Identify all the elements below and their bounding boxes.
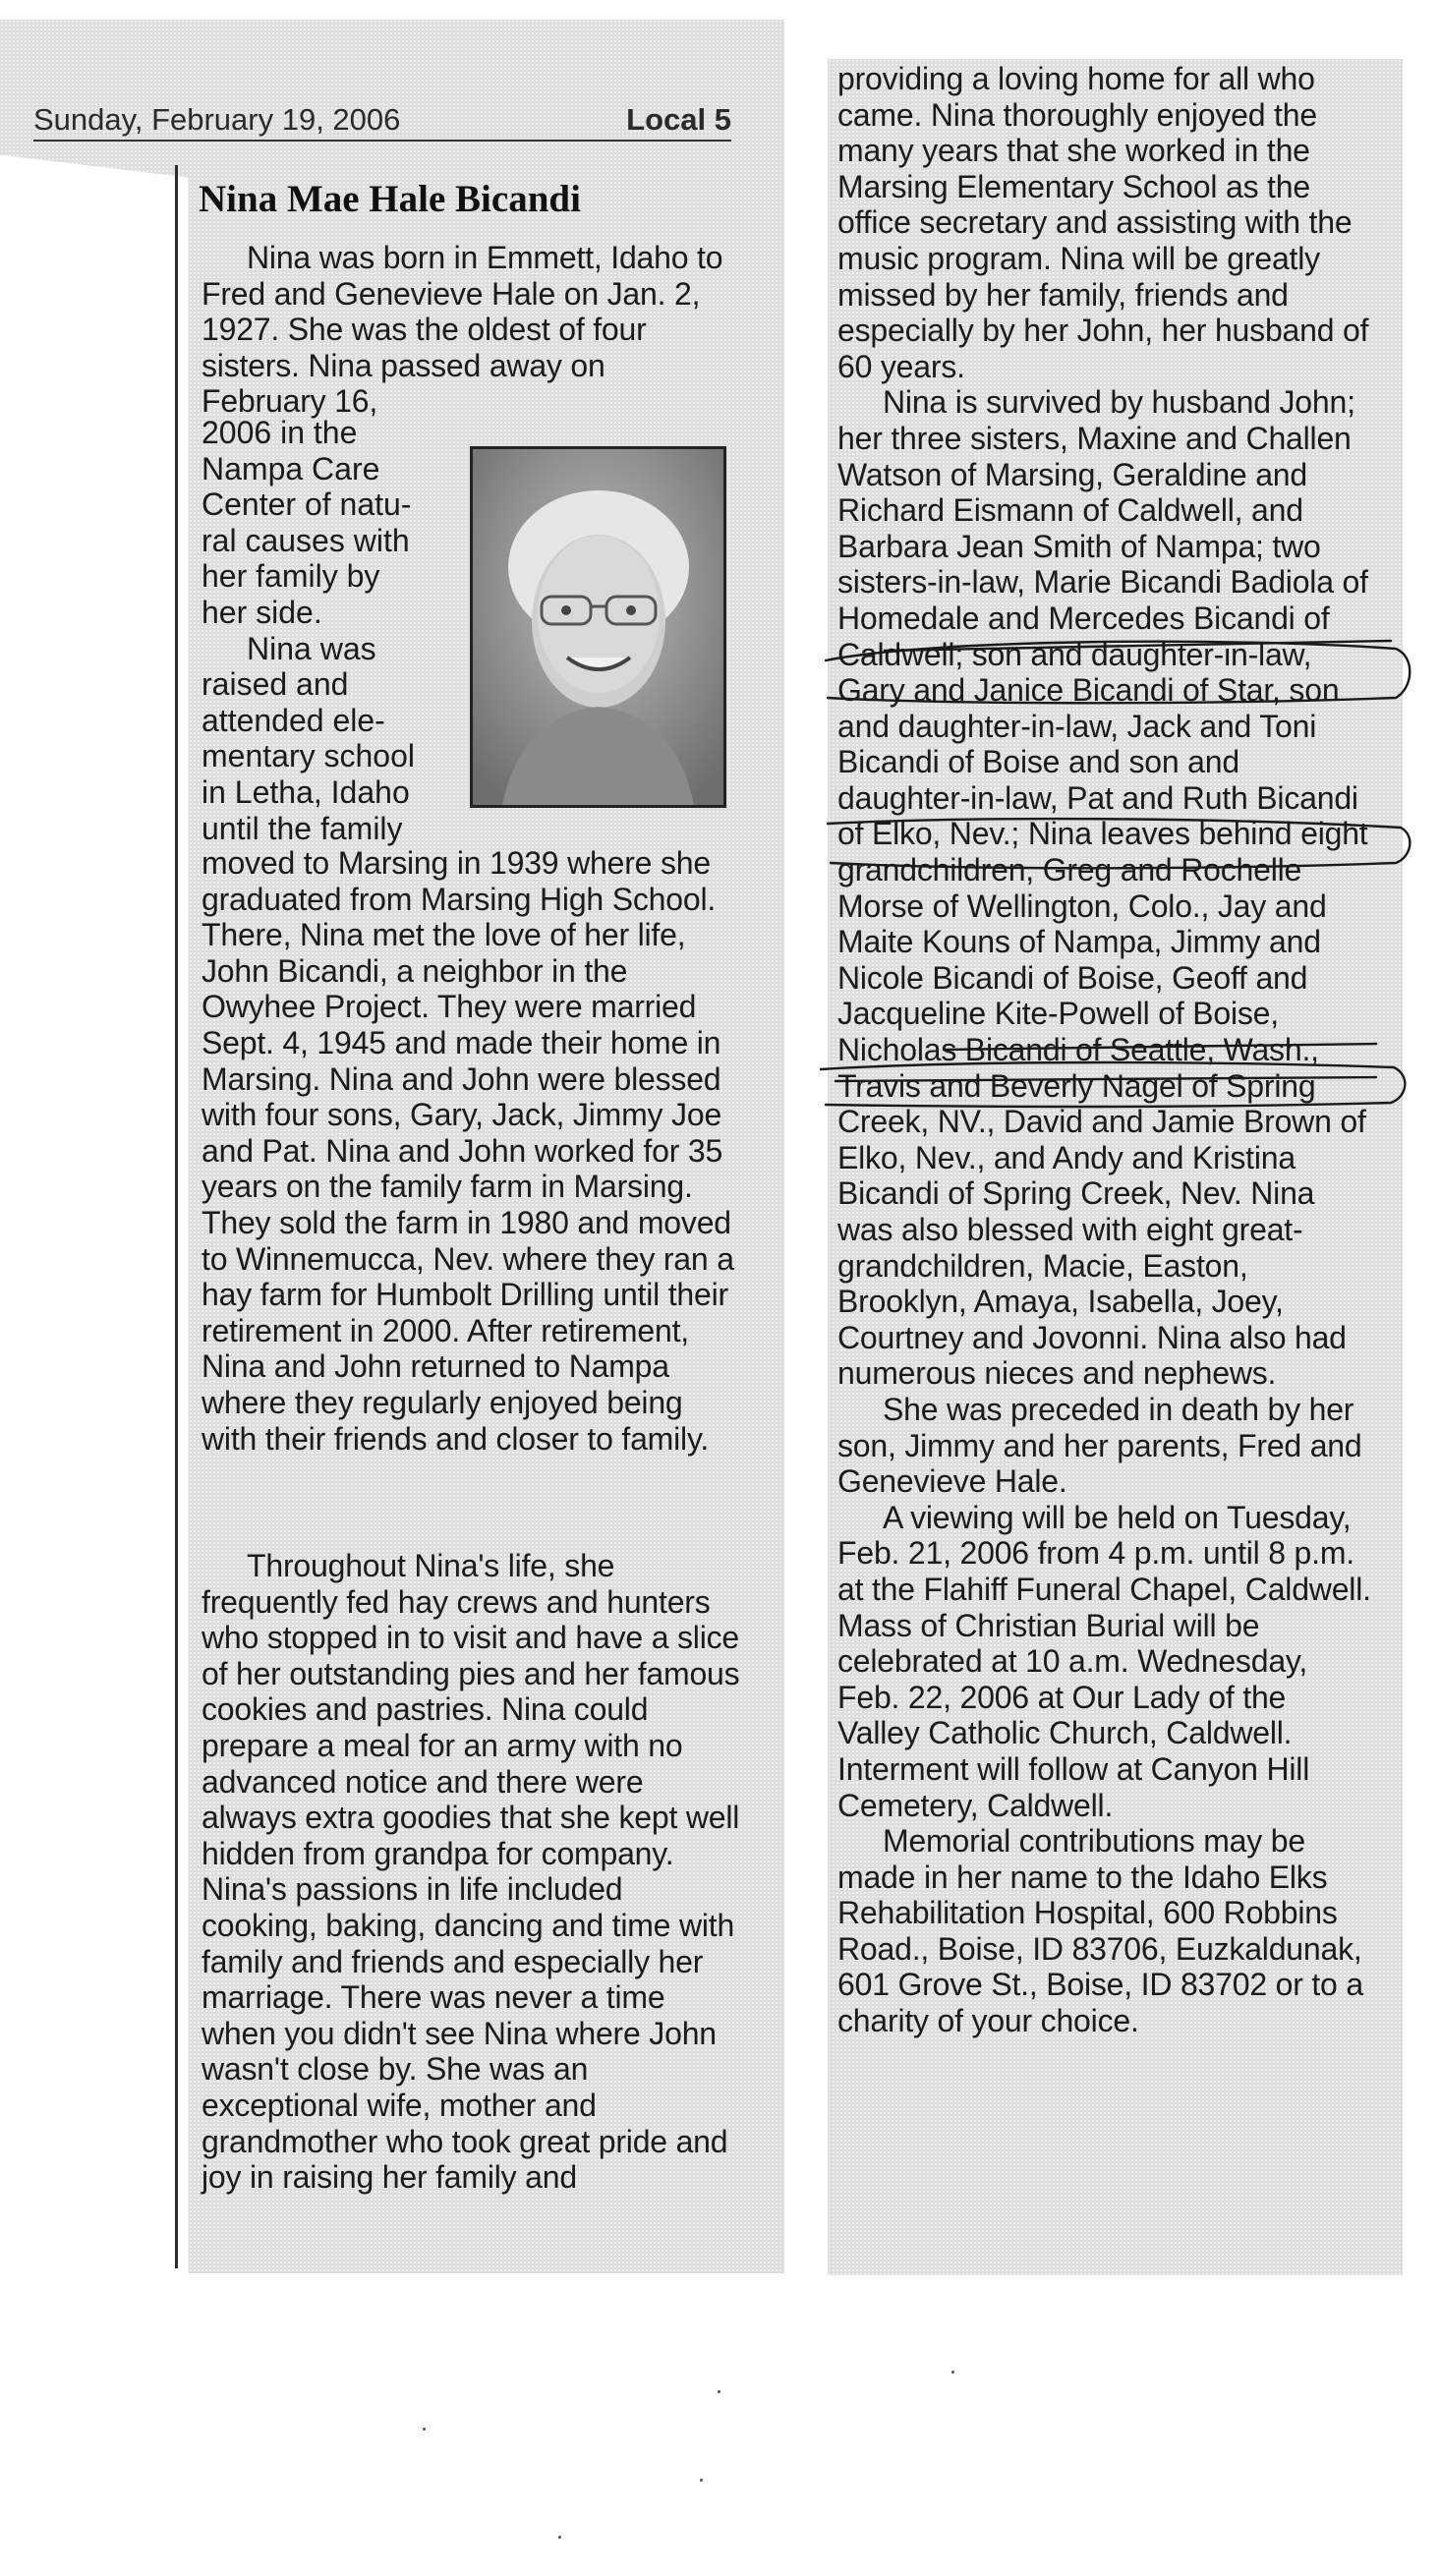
page-masthead — [33, 98, 731, 142]
wrap-line: her side. — [202, 594, 322, 630]
left-column-passions — [202, 1548, 742, 2196]
left-column-intro — [202, 240, 732, 420]
intro-paragraph: Nina was born in Emmett, Idaho to Fred and Genevieve Hale on Jan. 2, 1927. She was the oldest of four sisters. Nina passed away on February 16, — [202, 240, 723, 420]
portrait-photo-icon — [470, 446, 726, 808]
memorial-paragraph: Memorial contributions may be made in her name to the Idaho Elks Rehabilitation Hospital, 600 Robbins Road., Boise, ID 83706, Euzkaldunak, 601 Grove St., Boise, ID 83702 or to a charity of your choice. — [837, 1823, 1363, 2039]
viewing-paragraph: A viewing will be held on Tuesday, Feb. 21, 2006 from 4 p.m. until 8 p.m. at the Flahiff Funeral Chapel, Caldwell. Mass of Christian Burial will be celebrated at 10 a.m. Wednesday, Feb. 22, 2006 at Our Lady of the Valley Catholic Church, Caldwell. Interment will follow at Canyon Hill Cemetery, Caldwell. — [837, 1499, 1371, 1823]
wrap-line: Nina was — [247, 630, 376, 666]
right-column — [837, 61, 1376, 2039]
wrap-line: mentary school — [202, 738, 415, 774]
survivors-paragraph: Nina is survived by husband John; her three sisters, Maxine and Challen Watson of Marsing, Geraldine and Richard Eismann of Caldwell, and Barbara Jean Smith of Nampa; two sisters-in-law, Marie Bicandi Badiola of Homedale and Mercedes Bicandi of Caldwell; son and daughter-in-law, Gary and Janice Bicandi of Star, son and daughter-in-law, Jack and Toni Bicandi of Boise and son and daughter-in-law, Pat and Ruth Bicandi of Elko, Nev.; Nina leaves behind eight grandchildren, Greg and Rochelle Morse of Wellington, Colo., Jay and Maite Kouns of Nampa, Jimmy and Nicole Bicandi of Boise, Geoff and Jacqueline Kite-Powell of Boise, Nicholas Bicandi of Seattle, Wash., Travis and Beverly Nagel of Spring Creek, NV., David and Jamie Brown of Elko, Nev., and Andy and Kristina Bicandi of Spring Creek, Nev. Nina was also blessed with eight great-grandchildren, Macie, Easton, Brooklyn, Amaya, Isabella, Joey, Courtney and Jovonni. Nina also had numerous nieces and nephews. — [837, 384, 1368, 1392]
life-paragraph: moved to Marsing in 1939 where she graduated from Marsing High School. There, Nina met the love of her life, John Bicandi, a neighbor in the Owyhee Project. They were married Sept. 4, 1945 and made their home in Marsing. Nina and John were blessed with four sons, Gary, Jack, Jimmy Joe and Pat. Nina and John worked for 35 years on the family farm in Marsing. They sold the farm in 1980 and moved to Winnemucca, Nev. where they ran a hay farm for Humbolt Drilling until their retirement in 2000. After retirement, Nina and John returned to Nampa where they regularly enjoyed being with their friends and closer to family. — [202, 845, 734, 1457]
text-beside-photo — [202, 415, 452, 846]
wrap-line: until the family — [202, 810, 403, 846]
wrap-line: ral causes with — [202, 522, 410, 558]
wrap-line: raised and — [202, 666, 349, 703]
wrap-line: Nampa Care — [202, 450, 380, 487]
left-column-body — [202, 845, 742, 1457]
wrap-line: in Letha, Idaho — [202, 773, 410, 810]
wrap-line: Center of natu- — [202, 487, 412, 523]
wrap-line: 2006 in the — [202, 415, 358, 450]
preceded-paragraph: She was preceded in death by her son, Jimmy and her parents, Fred and Genevieve Hale. — [837, 1391, 1362, 1500]
wrap-line: her family by — [202, 558, 380, 595]
issue-date: Sunday, February 19, 2006 — [33, 102, 401, 137]
section-label: Local 5 — [626, 102, 731, 137]
obituary-headline: Nina Mae Hale Bicandi — [199, 178, 581, 220]
wrap-line: attended ele- — [202, 702, 385, 738]
passions-paragraph: Throughout Nina's life, she frequently fed hay crews and hunters who stopped in to visit and have a slice of her outstanding pies and her famous cookies and pastries. Nina could prepare a meal for an army with no advanced notice and there were always extra goodies that she kept well hidden from grandpa for company. Nina's passions in life included cooking, baking, dancing and time with family and friends and especially her marriage. There was never a time when you didn't see Nina where John wasn't close by. She was an exceptional wife, mother and grandmother who took great pride and joy in raising her family and — [202, 1548, 740, 2196]
column-rule — [175, 165, 178, 2268]
continuation-paragraph: providing a loving home for all who came. Nina thoroughly enjoyed the many years that she worked in the Marsing Elementary School as the office secretary and assisting with the music program. Nina will be greatly missed by her family, friends and especially by her John, her husband of 60 years. — [837, 61, 1369, 384]
